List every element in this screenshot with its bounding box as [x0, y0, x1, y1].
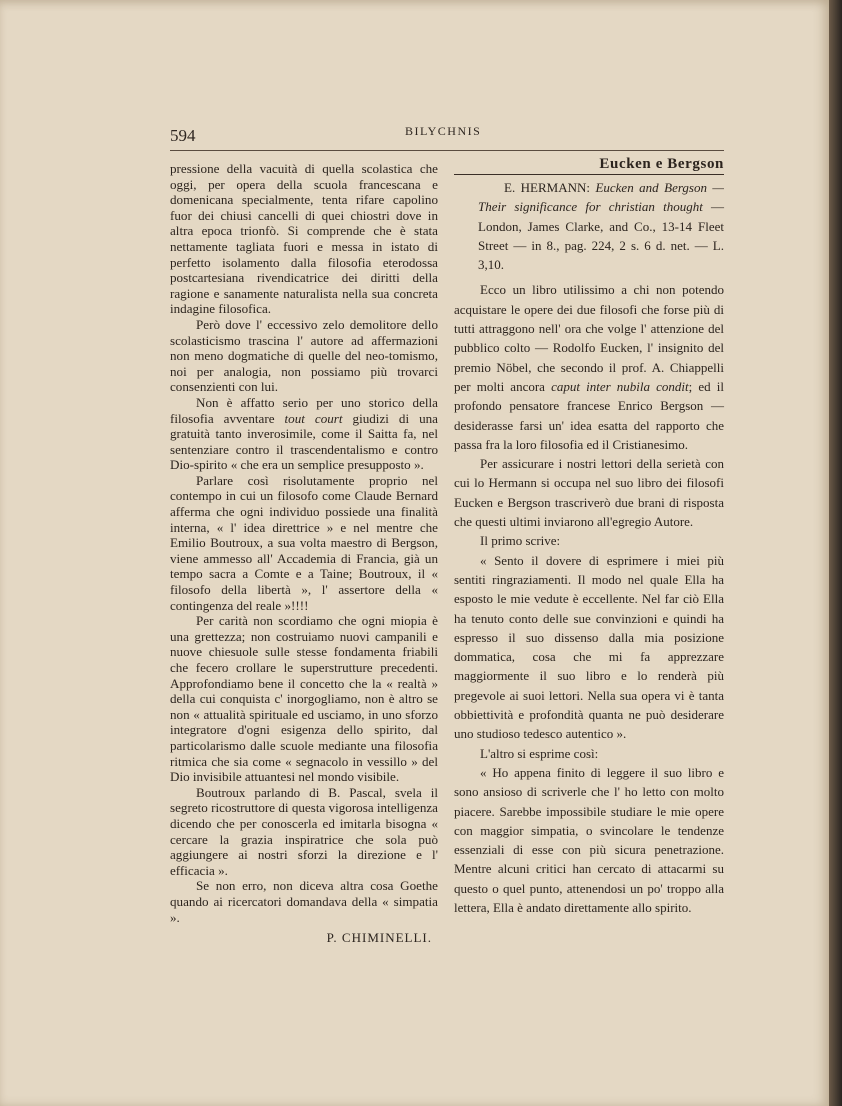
right-column — [454, 155, 724, 917]
running-title: BILYCHNIS — [405, 124, 482, 138]
bib-title: Eucken and Bergson — Their significance for christian thought — [478, 180, 724, 215]
text-run: ; ed il profondo pensatore francese Enrico Bergson — desiderasse farsi un' idea esatta del rapporto che passa fra la loro filosofia ed il Cristianesimo. — [454, 378, 724, 452]
paragraph: Però dove l' eccessivo zelo demolitore dello scolasticismo trascina l' autore ad affermazioni non meno dogmatiche di quelle del neo-tomismo, noi per analogia, non possiamo più trovarci consenzienti con lui. — [170, 316, 438, 395]
section-title: Eucken e Bergson — [454, 155, 724, 175]
bib-publication: — London, James Clarke, and Co., 13-14 Fleet Street — in 8., pag. 224, 2 s. 6 d. net. — L. 3,10. — [478, 199, 725, 273]
paragraph: Se non erro, non diceva altra cosa Goethe quando ai ricercatori domandava della « simpatia ». — [170, 878, 438, 925]
italic-text: tout court — [284, 410, 343, 426]
page-edge-shadow — [829, 0, 842, 1106]
paragraph: Boutroux parlando di B. Pascal, svela il segreto ricostruttore di questa vigorosa intelligenza dicendo che per conoscerla ed imitarla bisogna « cercare la grazia inspiratrice che sola può aggiungere ai nostri sforzi la direzione e l' efficacia ». — [170, 784, 438, 878]
bibliographic-entry — [454, 178, 724, 274]
quotation: « Sento il dovere di esprimere i miei più sentiti ringraziamenti. Il modo nel quale Ella ha esposto le mie vedute è eccellente. Nel far ciò Ella ha tenuto conto delle sue convinzioni e quindi ha espresso il suo dissenso dalla mia posizione dommatica, cosa che mi fa apprezzare maggiormente il suo libro e lo renderà più pregevole ai suoi lettori. Nella sua opera vi è tanta obbiettività e profondità quanta ne può desiderare uno studioso tedesco autentico ». — [454, 552, 724, 742]
paragraph: Per carità non scordiamo che ogni miopia è una grettezza; non costruiamo nuovi campanili e nuove chiesuole sulle stesse fondamenta friabili che fecero crollare le superstrutture precedenti. Approfondiamo bene il concetto che la « realtà » della cui conquista c' inorgogliamo, non è altro se non « attualità spirituale ed usciamo, in uno sforzo integratore d'ogni esigenza dello spirito, dal particolarismo dalle scuole mediante una filosofia ritmica che sia come « segnacolo in vessillo » del Dio invisibile attuantesi nel mondo visibile. — [170, 613, 438, 785]
text-run: Non è affatto serio per uno storico della filosofia avventare — [170, 394, 438, 426]
bib-author: E. HERMANN: — [504, 180, 596, 195]
paragraph: Per assicurare i nostri lettori della serietà con cui lo Hermann si occupa nel suo libro dei filosofi Eucken e Bergson trascriverò due brani di risposta che questi ultimi inviarono all'egregio Autore. — [454, 456, 724, 530]
paragraph: Parlare così risolutamente proprio nel contempo in cui un filosofo come Claude Bernard afferma che ogni individuo possiede una finalità interna, « l' idea direttrice » e nel mentre che Emilio Boutroux, a sua volta maestro di Bergson, viene ammesso all' Accademia di Francia, già un tempo sacra a Comte e a Taine; Boutroux, il « filosofo della libertà », l' assertore della « contingenza del reale »!!!! — [170, 472, 438, 613]
paragraph: L'altro si esprime così: — [480, 745, 599, 761]
paragraph — [170, 395, 438, 473]
page-number: 594 — [170, 126, 196, 145]
paragraph — [454, 280, 724, 454]
paragraph: pressione della vacuità di quella scolastica che oggi, per opera della scuola francescana e domenicana specialmente, tenta rifare capolino fuor dei chiusi cancelli di quei chiostri dove in altra epoca trionfò. Si comprende che è stata nettamente tagliata fuori e messa in istato di perfetto isolamento dalla filosofia eterodossa postcartesiana rivendicatrice dei diritti della ragione e sanamente naturalista nella sua concreta indagine filosofica. — [170, 161, 438, 317]
page-header — [170, 124, 724, 151]
italic-text: caput inter nubila condit — [551, 378, 689, 394]
quotation: « Ho appena finito di leggere il suo libro e sono ansioso di scriverle che l' ho letto con molto piacere. Sarebbe impossibile studiare le mie opere con maggior simpatia, o svincolare le tendenze essenziali di esse con più sicura penetrazione. Mentre alcuni critici han cercato di attacarmi su questo o quel punto, attenendosi un po' troppo alla lettera, Ella è andato direttamente allo spirito. — [454, 764, 724, 915]
author-signature: P. CHIMINELLI. — [326, 930, 432, 946]
text-run: Ecco un libro utilissimo a chi non potendo acquistare le opere dei due filosofi che forse più di tutti attraggono nell' ora che volge l' attenzione del pubblico colto — Rodolfo Eucken, l' insignito del premio Nöbel, che secondo il prof. A. Chiappelli per molti ancora — [454, 282, 724, 394]
left-column — [170, 161, 438, 946]
text-run: giudizi di una gratuità tanto inverosimile, come il Saitta fa, nel sentenziare contro il trascendentalismo e contro Dio-spirito « che era un semplice presupposto ». — [170, 410, 438, 473]
paragraph: Il primo scrive: — [480, 533, 561, 549]
